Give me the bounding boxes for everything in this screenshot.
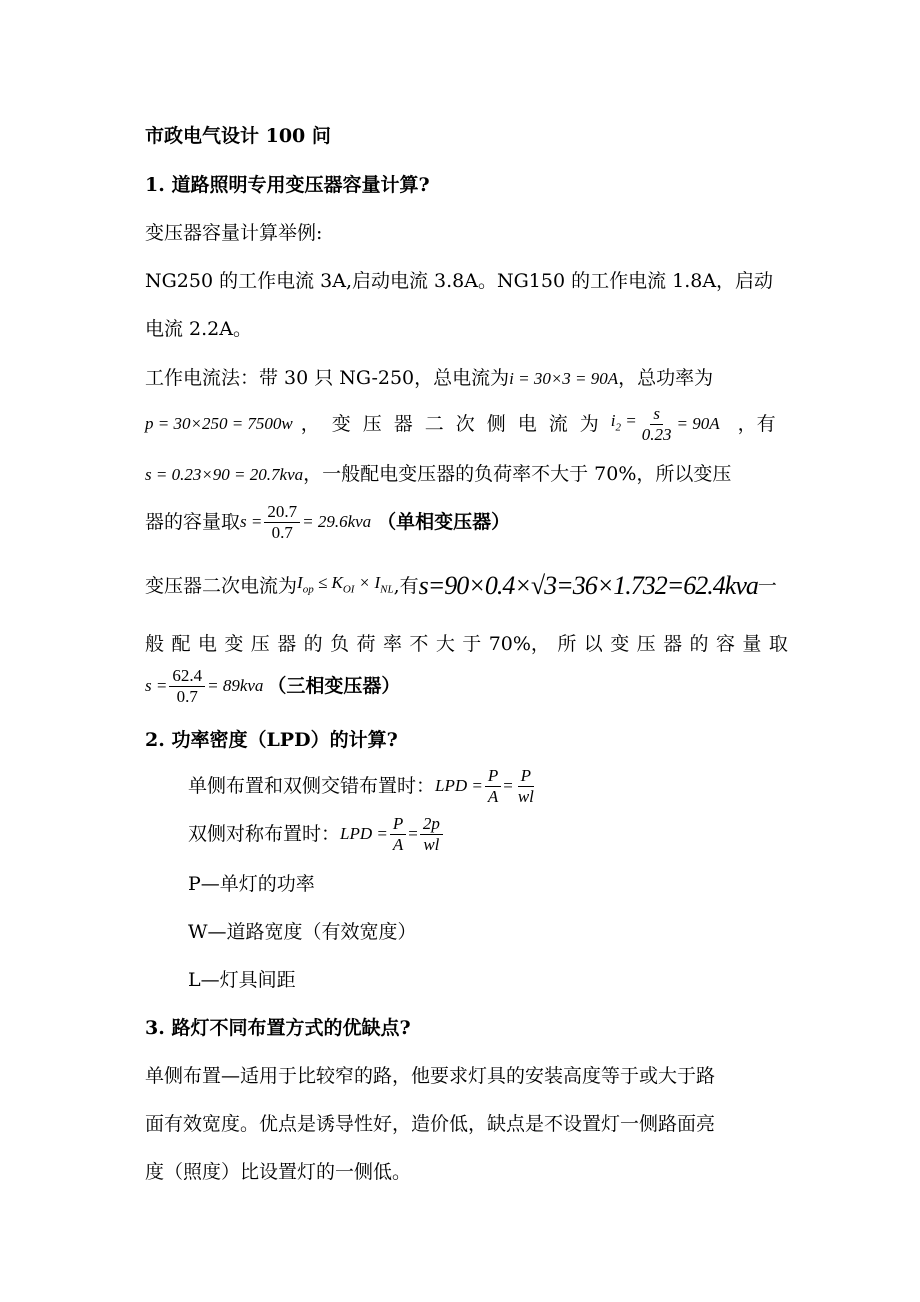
single-side-text: 单侧布置和双侧交错布置时： [188, 775, 436, 797]
char: 的 [689, 632, 709, 655]
char: 不 [409, 632, 429, 655]
eq-s3-rhs: = 89kva [207, 676, 264, 695]
q2-heading: 2. 功率密度（LPD）的计算? [145, 729, 398, 751]
q3-line3: 度（照度）比设置灯的一侧低。 [145, 1161, 412, 1183]
q1-capacity-line [145, 500, 510, 544]
q1-secondary2-line [145, 568, 777, 604]
lpd-fraction-1: $\frac{P}{A}$ [485, 766, 501, 807]
char: 变 [224, 632, 244, 655]
def-w: W—道路宽度（有效宽度） [188, 921, 417, 943]
char: 般 [145, 632, 165, 655]
eq-big: s=90×0.4×√3=36×1.732=62.4kva [418, 571, 758, 600]
lpd-lhs-2: LPD = [340, 824, 388, 843]
q1-heading: 1. 道路照明专用变压器容量计算? [145, 174, 430, 196]
lpd-fraction-3: $\frac{P}{A}$ [390, 814, 406, 855]
char: 大 [435, 632, 455, 655]
char: 器 [663, 632, 683, 655]
document-title: 市政电气设计 100 问 [145, 125, 331, 147]
eq-s3-lhs: s = [145, 676, 168, 695]
char: 变 [610, 632, 630, 655]
eq-s3-fraction: $\frac{62.4}{0.7}$ [169, 666, 205, 707]
q1-line1: NG250 的工作电流 3A,启动电流 3.8A。NG150 的工作电流 1.8A，启动 [145, 270, 774, 292]
char: 压 [250, 632, 270, 655]
eq-s2-lhs: s = [240, 512, 263, 531]
three-phase-label: （三相变压器） [267, 675, 401, 697]
char: 70%， [488, 632, 550, 655]
def-p: P—单灯的功率 [188, 873, 315, 895]
q1-example-label: 变压器容量计算举例: [145, 222, 323, 244]
eq-s2-rhs: = 29.6kva [302, 512, 372, 531]
eq-total-current: i = 30×3 = 90A [509, 369, 619, 388]
dash-one: 一 [757, 575, 777, 597]
char: 所 [557, 632, 577, 655]
char: 负 [330, 632, 350, 655]
char: 电 [197, 632, 217, 655]
eq-s1: s = 0.23×90 = 20.7kva [145, 465, 304, 484]
q1-line2: 电流 2.2A。 [145, 318, 252, 340]
secondary-current-text: ，变压器二次侧电流为 [300, 413, 611, 435]
char: 容 [715, 632, 735, 655]
lpd-fraction-4: $\frac{2p}{wl}$ [420, 814, 443, 855]
eq-i2-rhs: = 90A [676, 414, 720, 433]
char: 以 [583, 632, 603, 655]
char: 量 [742, 632, 762, 655]
char: 压 [636, 632, 656, 655]
lpd-fraction-2: $\frac{P}{wl}$ [517, 765, 534, 806]
char: 于 [462, 632, 482, 655]
q3-line2: 面有效宽度。优点是诱导性好，造价低，缺点是不设置灯一侧路面亮 [145, 1113, 716, 1135]
eq-s2-fraction: $\frac{20.7}{0.7}$ [264, 502, 300, 543]
q3-heading: 3. 路灯不同布置方式的优缺点? [145, 1017, 411, 1039]
q2-double-side-line: 双侧对称布置时： LPD = $\frac{P}{A}$ = $\frac{2p}{wl}$ [188, 812, 445, 856]
load-rate-text: ，一般配电变压器的负荷率不大于 70%，所以变压 [303, 463, 732, 485]
have-text: ，有 [737, 413, 776, 435]
char: 的 [303, 632, 323, 655]
q1-s1-line [145, 462, 731, 487]
single-phase-label: （单相变压器） [377, 511, 511, 533]
eq-iop: $I_{op} \le K_{OI} \times I_{NL}$ [297, 572, 394, 596]
q1-work-current-line [145, 366, 713, 391]
char: 率 [382, 632, 402, 655]
q1-power-line [145, 404, 776, 444]
q1-s3-line [145, 664, 400, 708]
secondary2-text: 变压器二次电流为 [145, 575, 298, 597]
q2-single-side-line: 单侧布置和双侧交错布置时： LPD = $\frac{P}{A}$ = $\frac{P}{wl}$ [188, 764, 539, 808]
double-side-text: 双侧对称布置时： [188, 823, 341, 845]
char: 荷 [356, 632, 376, 655]
char: 取 [768, 632, 788, 655]
capacity-text: 器的容量取 [145, 511, 241, 533]
q3-line1: 单侧布置—适用于比较窄的路，他要求灯具的安装高度等于或大于路 [145, 1065, 716, 1087]
char: 器 [277, 632, 297, 655]
work-method-text: 工作电流法：带 30 只 NG-250，总电流为 [145, 367, 510, 389]
total-power-text: ，总功率为 [618, 367, 714, 389]
have2-text: ,有 [393, 575, 419, 597]
eq-total-power: p = 30×250 = 7500w [145, 414, 293, 433]
lpd-lhs-1: LPD = [435, 776, 483, 795]
char: 配 [171, 632, 191, 655]
eq-i2-lhs: $i_2$ = [610, 410, 637, 434]
def-l: L—灯具间距 [188, 969, 296, 991]
eq-i2-fraction: $\frac{s}{0.23}$ [641, 403, 672, 444]
q1-general-line [145, 627, 788, 657]
